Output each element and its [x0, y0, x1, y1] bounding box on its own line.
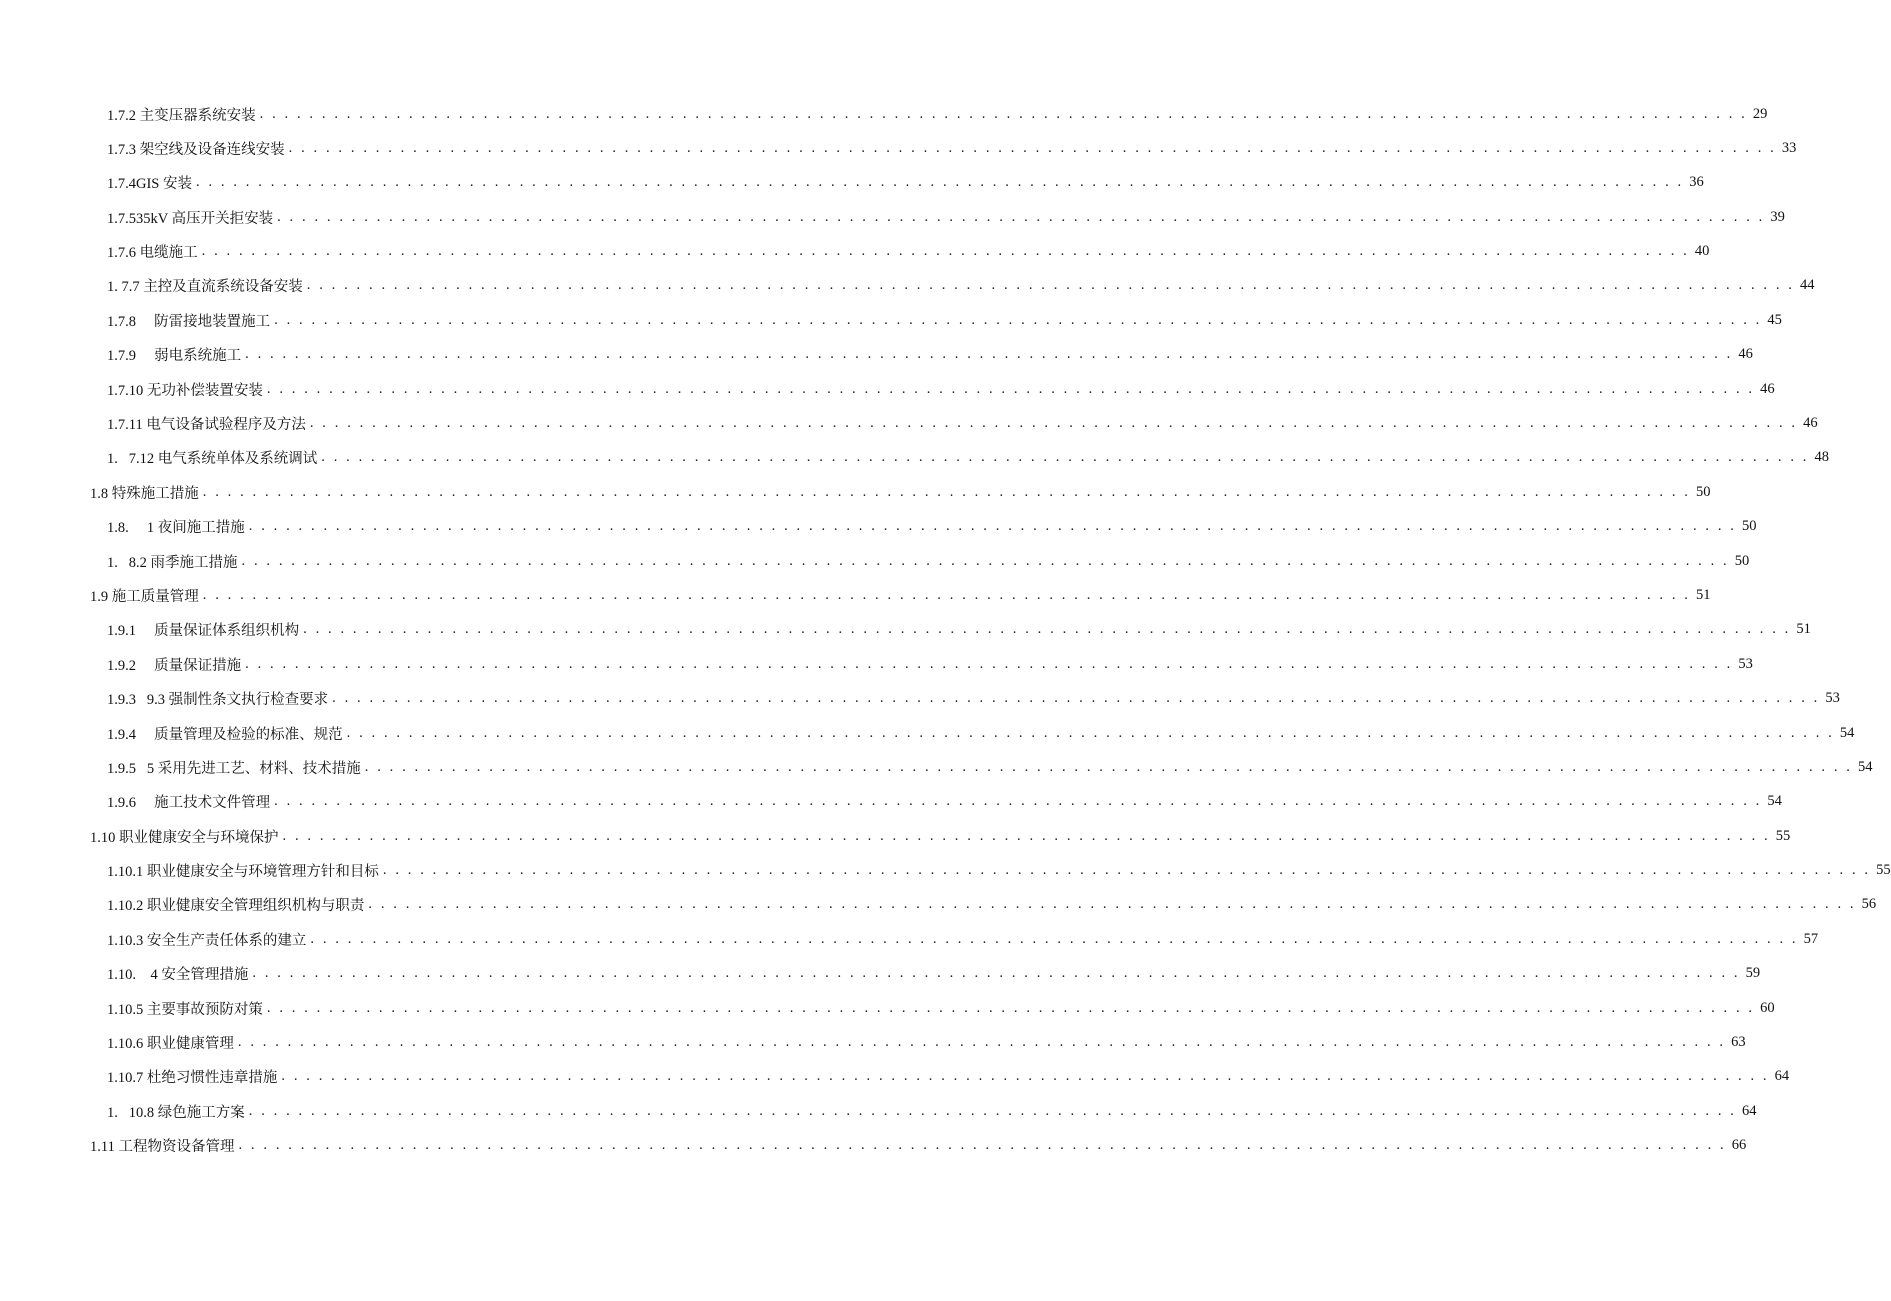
- dot-leader: . . . . . . . . . . . . . . . . . . . . . . . . . . . . . . . . . . . . . . . . . . . . . . . . . . . . . . . . . . . . . . . . . . . . . . . . . . . . . . . . . . . . . . . . . . . . . . . . . . . . . . . . . . . . . . . . . . . . . . . .: [241, 552, 1730, 569]
- toc-entry-title: 1.9 施工质量管理: [90, 588, 199, 605]
- toc-entry-title: 1.10.7 杜绝习惯性违章措施: [107, 1070, 278, 1087]
- toc-entry-page-number: 55: [1775, 827, 1791, 844]
- toc-entry-page-number: 53: [1738, 655, 1753, 672]
- toc-entry-page-number: 63: [1731, 1034, 1746, 1051]
- toc-entry[interactable]: [0, 545, 1750, 579]
- toc-entry-title: 1.7.3 架空线及设备连线安装: [107, 141, 285, 158]
- dot-leader: . . . . . . . . . . . . . . . . . . . . . . . . . . . . . . . . . . . . . . . . . . . . . . . . . . . . . . . . . . . . . . . . . . . . . . . . . . . . . . . . . . . . . . . . . . . . . . . . . . . . . . . . . . . . . . . . . . . . . . . .: [288, 139, 1777, 156]
- toc-entry-page-number: 29: [1752, 105, 1768, 122]
- toc-entry-page-number: 50: [1742, 518, 1757, 535]
- toc-entry-line: [107, 412, 1818, 436]
- toc-entry[interactable]: [0, 270, 1815, 304]
- toc-entry-line: [107, 927, 1819, 951]
- toc-entry-line: [107, 343, 1753, 367]
- toc-entry-line: [107, 377, 1775, 401]
- toc-entry-line: [107, 652, 1753, 676]
- toc-entry-page-number: 66: [1731, 1137, 1747, 1154]
- toc-entry-title: 1.11 工程物资设备管理: [90, 1139, 235, 1156]
- toc-entry-line: [107, 790, 1782, 814]
- toc-entry[interactable]: [0, 579, 1711, 613]
- toc-entry-title: 1. 7.12 电气系统单体及系统调试: [107, 451, 318, 468]
- toc-entry-page-number: 36: [1689, 174, 1704, 191]
- toc-entry-page-number: 59: [1745, 965, 1761, 982]
- table-of-contents: [0, 98, 1891, 1164]
- dot-leader: . . . . . . . . . . . . . . . . . . . . . . . . . . . . . . . . . . . . . . . . . . . . . . . . . . . . . . . . . . . . . . . . . . . . . . . . . . . . . . . . . . . . . . . . . . . . . . . . . . . . . . . . . . . . . . . . . . . . . . . .: [201, 243, 1690, 260]
- dot-leader: . . . . . . . . . . . . . . . . . . . . . . . . . . . . . . . . . . . . . . . . . . . . . . . . . . . . . . . . . . . . . . . . . . . . . . . . . . . . . . . . . . . . . . . . . . . . . . . . . . . . . . . . . . . . . . . . . . . . . . . .: [282, 827, 1771, 844]
- dot-leader: . . . . . . . . . . . . . . . . . . . . . . . . . . . . . . . . . . . . . . . . . . . . . . . . . . . . . . . . . . . . . . . . . . . . . . . . . . . . . . . . . . . . . . . . . . . . . . . . . . . . . . . . . . . . . . . . . . . . . . . .: [306, 277, 1795, 294]
- toc-entry-page-number: 44: [1800, 277, 1815, 294]
- toc-entry-line: [107, 240, 1710, 264]
- toc-entry-line: [107, 308, 1782, 332]
- toc-entry-page-number: 54: [1858, 758, 1873, 775]
- toc-entry-line: [107, 996, 1775, 1020]
- toc-entry-title: 1.7.4GIS 安装: [107, 176, 192, 193]
- toc-entry-page-number: 64: [1774, 1068, 1790, 1085]
- toc-entry-line: [90, 583, 1711, 607]
- toc-entry[interactable]: [0, 648, 1753, 682]
- toc-entry-title: 1.7.8 防雷接地装置施工: [107, 313, 271, 330]
- toc-entry-line: [107, 136, 1797, 160]
- toc-entry-title: 1.9.2 质量保证措施: [107, 657, 242, 674]
- toc-entry[interactable]: [0, 923, 1819, 957]
- toc-entry-line: [107, 1099, 1757, 1123]
- toc-entry-title: 1.9.6 施工技术文件管理: [107, 795, 271, 812]
- toc-entry-title: 1. 8.2 雨季施工措施: [107, 554, 238, 571]
- toc-entry[interactable]: [0, 751, 1873, 785]
- toc-entry[interactable]: [0, 1130, 1747, 1164]
- toc-entry-line: [107, 446, 1830, 470]
- toc-entry-page-number: 64: [1742, 1102, 1757, 1119]
- toc-entry-title: 1.10.6 职业健康管理: [107, 1036, 234, 1053]
- toc-entry-page-number: 46: [1760, 380, 1775, 397]
- toc-entry[interactable]: [0, 1027, 1746, 1061]
- dot-leader: . . . . . . . . . . . . . . . . . . . . . . . . . . . . . . . . . . . . . . . . . . . . . . . . . . . . . . . . . . . . . . . . . . . . . . . . . . . . . . . . . . . . . . . . . . . . . . . . . . . . . . . . . . . . . . . . . . . . . . . .: [321, 449, 1810, 466]
- toc-entry-line: [107, 962, 1761, 986]
- dot-leader: . . . . . . . . . . . . . . . . . . . . . . . . . . . . . . . . . . . . . . . . . . . . . . . . . . . . . . . . . . . . . . . . . . . . . . . . . . . . . . . . . . . . . . . . . . . . . . . . . . . . . . . . . . . . . . . . . . . . . . . .: [237, 1034, 1726, 1051]
- toc-entry[interactable]: [0, 855, 1891, 889]
- toc-entry[interactable]: [0, 304, 1782, 338]
- toc-entry-title: 1.10 职业健康安全与环境保护: [90, 829, 279, 846]
- toc-entry-line: [107, 274, 1815, 298]
- toc-entry-title: 1.10.3 安全生产责任体系的建立: [107, 932, 307, 949]
- dot-leader: . . . . . . . . . . . . . . . . . . . . . . . . . . . . . . . . . . . . . . . . . . . . . . . . . . . . . . . . . . . . . . . . . . . . . . . . . . . . . . . . . . . . . . . . . . . . . . . . . . . . . . . . . . . . . . . . . . . . . . . .: [252, 965, 1741, 982]
- toc-entry[interactable]: [0, 992, 1775, 1026]
- toc-entry[interactable]: [0, 717, 1855, 751]
- toc-entry-page-number: 51: [1696, 586, 1711, 603]
- toc-entry-line: [90, 824, 1791, 848]
- toc-entry-title: 1.10.5 主要事故预防对策: [107, 1001, 263, 1018]
- toc-entry-page-number: 51: [1796, 621, 1811, 638]
- toc-entry[interactable]: [0, 167, 1704, 201]
- toc-entry-page-number: 50: [1734, 552, 1750, 569]
- toc-entry-title: 1.10.1 职业健康安全与环境管理方针和目标: [107, 864, 379, 881]
- toc-entry-title: 1.7.2 主变压器系统安装: [107, 107, 256, 124]
- toc-entry[interactable]: [0, 889, 1877, 923]
- toc-entry-title: 1.8 特殊施工措施: [90, 485, 199, 502]
- toc-entry-line: [107, 721, 1855, 745]
- toc-entry-title: 1.9.1 质量保证体系组织机构: [107, 623, 300, 640]
- dot-leader: . . . . . . . . . . . . . . . . . . . . . . . . . . . . . . . . . . . . . . . . . . . . . . . . . . . . . . . . . . . . . . . . . . . . . . . . . . . . . . . . . . . . . . . . . . . . . . . . . . . . . . . . . . . . . . . . . . . . . . . .: [202, 483, 1691, 500]
- toc-entry-page-number: 53: [1825, 690, 1840, 707]
- dot-leader: . . . . . . . . . . . . . . . . . . . . . . . . . . . . . . . . . . . . . . . . . . . . . . . . . . . . . . . . . . . . . . . . . . . . . . . . . . . . . . . . . . . . . . . . . . . . . . . . . . . . . . . . . . . . . . . . . . . . . . . .: [309, 415, 1798, 432]
- toc-entry[interactable]: [0, 614, 1811, 648]
- toc-entry[interactable]: [0, 339, 1753, 373]
- toc-entry-title: 1. 10.8 绿色施工方案: [107, 1104, 245, 1121]
- toc-entry-line: [107, 205, 1785, 229]
- toc-entry-title: 1.9.4 质量管理及检验的标准、规范: [107, 726, 343, 743]
- toc-entry-title: 1.7.10 无功补偿装置安装: [107, 382, 263, 399]
- dot-leader: . . . . . . . . . . . . . . . . . . . . . . . . . . . . . . . . . . . . . . . . . . . . . . . . . . . . . . . . . . . . . . . . . . . . . . . . . . . . . . . . . . . . . . . . . . . . . . . . . . . . . . . . . . . . . . . . . . . . . . . .: [245, 655, 1733, 672]
- dot-leader: . . . . . . . . . . . . . . . . . . . . . . . . . . . . . . . . . . . . . . . . . . . . . . . . . . . . . . . . . . . . . . . . . . . . . . . . . . . . . . . . . . . . . . . . . . . . . . . . . . . . . . . . . . . . . . . . . . . . . . . .: [266, 999, 1755, 1016]
- toc-entry-line: [107, 755, 1873, 779]
- toc-entry-title: 1.7.9 弱电系统施工: [107, 348, 242, 365]
- toc-entry-line: [107, 102, 1768, 126]
- dot-leader: . . . . . . . . . . . . . . . . . . . . . . . . . . . . . . . . . . . . . . . . . . . . . . . . . . . . . . . . . . . . . . . . . . . . . . . . . . . . . . . . . . . . . . . . . . . . . . . . . . . . . . . . . . . . . . . . . . . . . . . .: [310, 930, 1799, 947]
- toc-entry[interactable]: [0, 820, 1791, 854]
- toc-entry-line: [107, 859, 1891, 883]
- toc-entry[interactable]: [0, 98, 1768, 132]
- toc-entry-line: [107, 549, 1750, 573]
- dot-leader: . . . . . . . . . . . . . . . . . . . . . . . . . . . . . . . . . . . . . . . . . . . . . . . . . . . . . . . . . . . . . . . . . . . . . . . . . . . . . . . . . . . . . . . . . . . . . . . . . . . . . . . . . . . . . . . . . . . . . . . .: [259, 105, 1748, 122]
- toc-entry[interactable]: [0, 201, 1785, 235]
- toc-entry-page-number: 55: [1876, 862, 1891, 879]
- toc-entry-line: [90, 480, 1711, 504]
- dot-leader: . . . . . . . . . . . . . . . . . . . . . . . . . . . . . . . . . . . . . . . . . . . . . . . . . . . . . . . . . . . . . . . . . . . . . . . . . . . . . . . . . . . . . . . . . . . . . . . . . . . . . . . . . . . . . . . . . . . . . . . .: [303, 621, 1791, 638]
- dot-leader: . . . . . . . . . . . . . . . . . . . . . . . . . . . . . . . . . . . . . . . . . . . . . . . . . . . . . . . . . . . . . . . . . . . . . . . . . . . . . . . . . . . . . . . . . . . . . . . . . . . . . . . . . . . . . . . . . . . . . . . .: [245, 346, 1733, 363]
- dot-leader: . . . . . . . . . . . . . . . . . . . . . . . . . . . . . . . . . . . . . . . . . . . . . . . . . . . . . . . . . . . . . . . . . . . . . . . . . . . . . . . . . . . . . . . . . . . . . . . . . . . . . . . . . . . . . . . . . . . . . . . .: [248, 518, 1737, 535]
- dot-leader: . . . . . . . . . . . . . . . . . . . . . . . . . . . . . . . . . . . . . . . . . . . . . . . . . . . . . . . . . . . . . . . . . . . . . . . . . . . . . . . . . . . . . . . . . . . . . . . . . . . . . . . . . . . . . . . . . . . . . . . .: [332, 690, 1820, 707]
- toc-entry-line: [107, 893, 1877, 917]
- toc-entry[interactable]: [0, 408, 1818, 442]
- toc-entry[interactable]: [0, 683, 1840, 717]
- toc-entry[interactable]: [0, 373, 1775, 407]
- dot-leader: . . . . . . . . . . . . . . . . . . . . . . . . . . . . . . . . . . . . . . . . . . . . . . . . . . . . . . . . . . . . . . . . . . . . . . . . . . . . . . . . . . . . . . . . . . . . . . . . . . . . . . . . . . . . . . . . . . . . . . . .: [368, 896, 1857, 913]
- toc-entry-page-number: 45: [1767, 311, 1782, 328]
- toc-entry-page-number: 57: [1803, 930, 1819, 947]
- toc-entry-title: 1.9.3 9.3 强制性条文执行检查要求: [107, 692, 329, 709]
- dot-leader: . . . . . . . . . . . . . . . . . . . . . . . . . . . . . . . . . . . . . . . . . . . . . . . . . . . . . . . . . . . . . . . . . . . . . . . . . . . . . . . . . . . . . . . . . . . . . . . . . . . . . . . . . . . . . . . . . . . . . . . .: [266, 380, 1755, 397]
- toc-entry-page-number: 39: [1770, 208, 1785, 225]
- toc-entry-line: [107, 171, 1704, 195]
- toc-entry[interactable]: [0, 132, 1797, 166]
- dot-leader: . . . . . . . . . . . . . . . . . . . . . . . . . . . . . . . . . . . . . . . . . . . . . . . . . . . . . . . . . . . . . . . . . . . . . . . . . . . . . . . . . . . . . . . . . . . . . . . . . . . . . . . . . . . . . . . . . . . . . . . .: [346, 724, 1835, 741]
- toc-entry-title: 1.8. 1 夜间施工措施: [107, 520, 245, 537]
- toc-entry-title: 1.10. 4 安全管理措施: [107, 967, 249, 984]
- toc-entry-page-number: 48: [1814, 449, 1830, 466]
- dot-leader: . . . . . . . . . . . . . . . . . . . . . . . . . . . . . . . . . . . . . . . . . . . . . . . . . . . . . . . . . . . . . . . . . . . . . . . . . . . . . . . . . . . . . . . . . . . . . . . . . . . . . . . . . . . . . . . . . . . . . . . .: [364, 758, 1853, 775]
- toc-entry[interactable]: [0, 442, 1830, 476]
- dot-leader: . . . . . . . . . . . . . . . . . . . . . . . . . . . . . . . . . . . . . . . . . . . . . . . . . . . . . . . . . . . . . . . . . . . . . . . . . . . . . . . . . . . . . . . . . . . . . . . . . . . . . . . . . . . . . . . . . . . . . . . .: [202, 586, 1691, 603]
- toc-entry-title: 1.7.11 电气设备试验程序及方法: [107, 417, 306, 434]
- toc-entry[interactable]: [0, 511, 1757, 545]
- dot-leader: . . . . . . . . . . . . . . . . . . . . . . . . . . . . . . . . . . . . . . . . . . . . . . . . . . . . . . . . . . . . . . . . . . . . . . . . . . . . . . . . . . . . . . . . . . . . . . . . . . . . . . . . . . . . . . . . . . . . . . . .: [277, 208, 1765, 225]
- toc-entry-line: [107, 618, 1811, 642]
- toc-entry-line: [107, 1065, 1790, 1089]
- toc-entry-title: 1. 7.7 主控及直流系统设备安装: [107, 279, 303, 296]
- toc-entry-line: [90, 1134, 1747, 1158]
- dot-leader: . . . . . . . . . . . . . . . . . . . . . . . . . . . . . . . . . . . . . . . . . . . . . . . . . . . . . . . . . . . . . . . . . . . . . . . . . . . . . . . . . . . . . . . . . . . . . . . . . . . . . . . . . . . . . . . . . . . . . . . .: [382, 862, 1871, 879]
- dot-leader: . . . . . . . . . . . . . . . . . . . . . . . . . . . . . . . . . . . . . . . . . . . . . . . . . . . . . . . . . . . . . . . . . . . . . . . . . . . . . . . . . . . . . . . . . . . . . . . . . . . . . . . . . . . . . . . . . . . . . . . .: [238, 1137, 1727, 1154]
- toc-entry-page-number: 46: [1738, 346, 1753, 363]
- toc-entry-line: [107, 515, 1757, 539]
- toc-entry-page-number: 56: [1861, 896, 1877, 913]
- toc-entry[interactable]: [0, 476, 1711, 510]
- toc-entry-title: 1.7.6 电缆施工: [107, 245, 198, 262]
- toc-entry-page-number: 54: [1767, 793, 1782, 810]
- dot-leader: . . . . . . . . . . . . . . . . . . . . . . . . . . . . . . . . . . . . . . . . . . . . . . . . . . . . . . . . . . . . . . . . . . . . . . . . . . . . . . . . . . . . . . . . . . . . . . . . . . . . . . . . . . . . . . . . . . . . . . . .: [274, 793, 1762, 810]
- toc-entry[interactable]: [0, 1095, 1757, 1129]
- toc-entry-title: 1.10.2 职业健康安全管理组织机构与职责: [107, 898, 365, 915]
- dot-leader: . . . . . . . . . . . . . . . . . . . . . . . . . . . . . . . . . . . . . . . . . . . . . . . . . . . . . . . . . . . . . . . . . . . . . . . . . . . . . . . . . . . . . . . . . . . . . . . . . . . . . . . . . . . . . . . . . . . . . . . .: [274, 311, 1762, 328]
- toc-entry[interactable]: [0, 236, 1710, 270]
- toc-entry-line: [107, 687, 1840, 711]
- dot-leader: . . . . . . . . . . . . . . . . . . . . . . . . . . . . . . . . . . . . . . . . . . . . . . . . . . . . . . . . . . . . . . . . . . . . . . . . . . . . . . . . . . . . . . . . . . . . . . . . . . . . . . . . . . . . . . . . . . . . . . . .: [281, 1068, 1770, 1085]
- toc-entry-page-number: 46: [1803, 415, 1818, 432]
- toc-entry-page-number: 50: [1696, 483, 1711, 500]
- toc-entry[interactable]: [0, 958, 1761, 992]
- toc-entry-page-number: 60: [1760, 999, 1775, 1016]
- toc-entry[interactable]: [0, 786, 1782, 820]
- toc-entry-page-number: 33: [1781, 139, 1797, 156]
- dot-leader: . . . . . . . . . . . . . . . . . . . . . . . . . . . . . . . . . . . . . . . . . . . . . . . . . . . . . . . . . . . . . . . . . . . . . . . . . . . . . . . . . . . . . . . . . . . . . . . . . . . . . . . . . . . . . . . . . . . . . . . .: [196, 174, 1684, 191]
- toc-entry-page-number: 40: [1694, 243, 1710, 260]
- toc-entry-title: 1.9.5 5 采用先进工艺、材料、技术措施: [107, 760, 361, 777]
- toc-entry-page-number: 54: [1839, 724, 1855, 741]
- toc-entry-line: [107, 1031, 1746, 1055]
- toc-entry-title: 1.7.535kV 高压开关拒安装: [107, 210, 274, 227]
- dot-leader: . . . . . . . . . . . . . . . . . . . . . . . . . . . . . . . . . . . . . . . . . . . . . . . . . . . . . . . . . . . . . . . . . . . . . . . . . . . . . . . . . . . . . . . . . . . . . . . . . . . . . . . . . . . . . . . . . . . . . . . .: [248, 1102, 1737, 1119]
- toc-entry[interactable]: [0, 1061, 1790, 1095]
